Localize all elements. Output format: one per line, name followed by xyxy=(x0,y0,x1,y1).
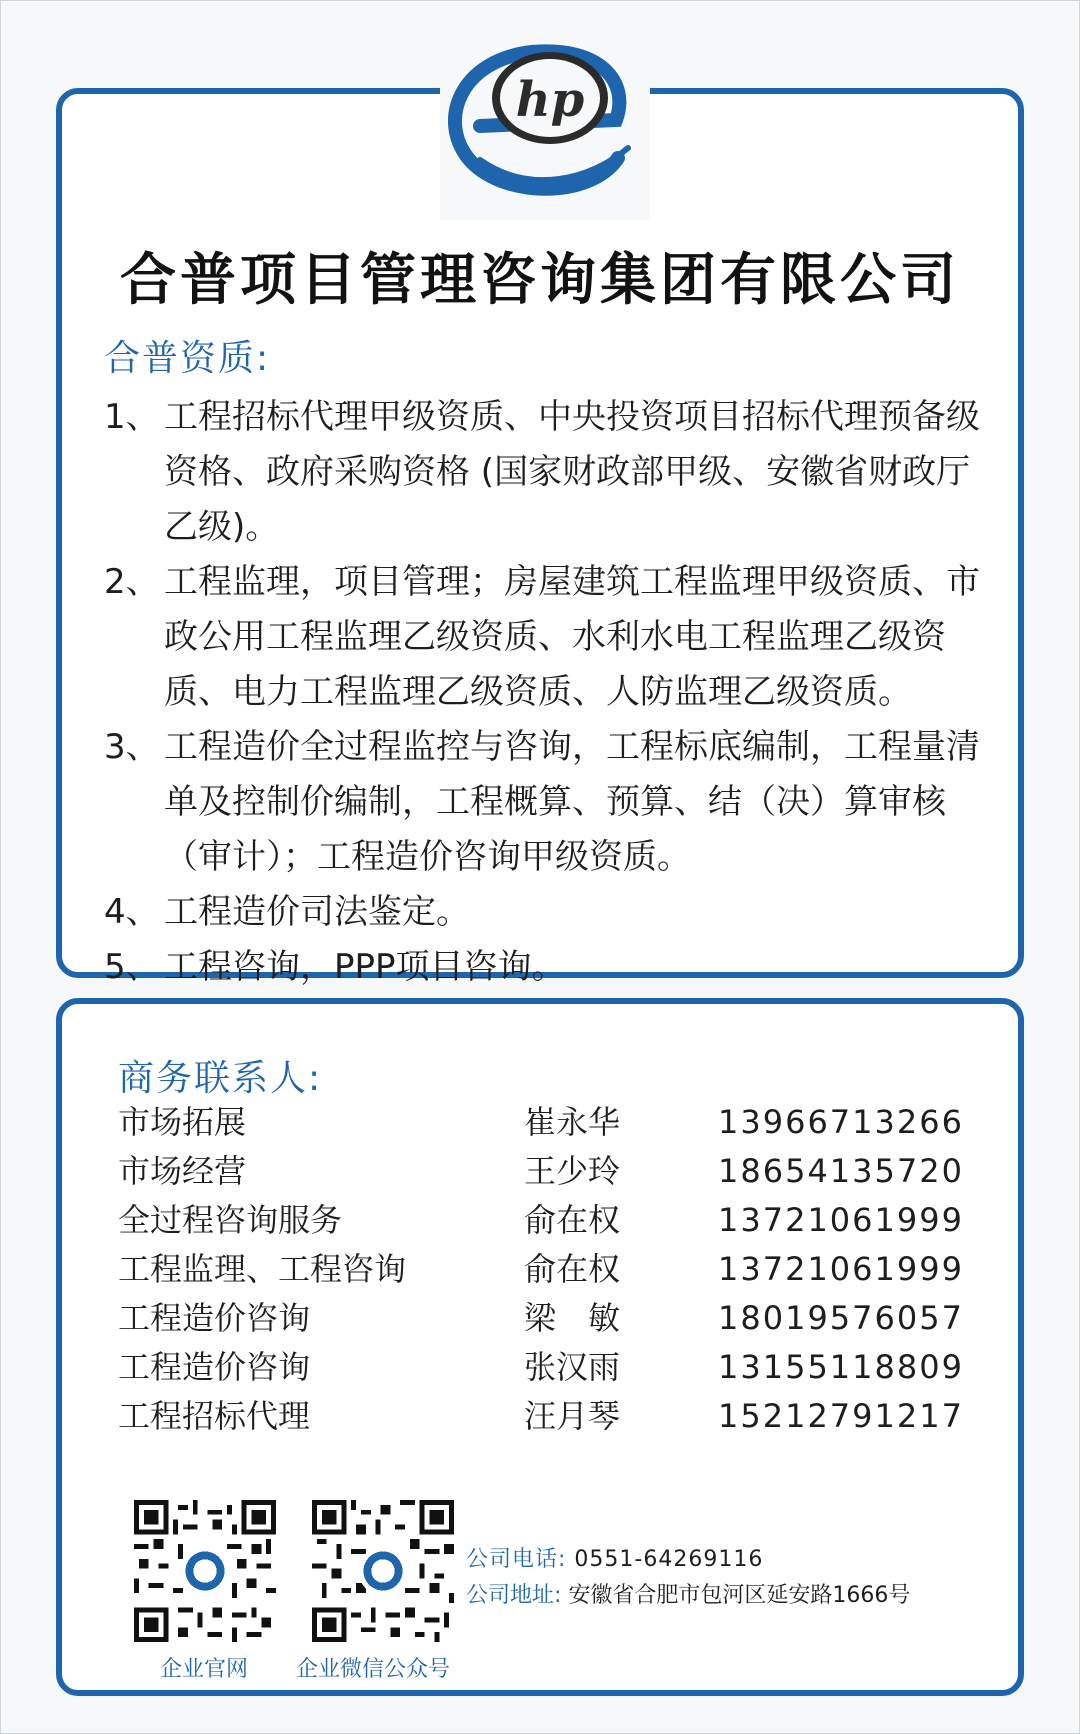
list-item xyxy=(104,390,1004,555)
contact-department: 全过程咨询服务 xyxy=(118,1201,343,1239)
item-text: 工程招标代理甲级资质、中央投资项目招标代理预备级资格、政府采购资格 (国家财政部甲级、安徽省财政厅乙级)。 xyxy=(164,397,980,547)
company-name: 合普项目管理咨询集团有限公司 xyxy=(120,247,960,313)
qualifications-title: 合普资质: xyxy=(104,338,271,379)
contact-name: 崔永华 xyxy=(524,1103,621,1141)
website-qr-label: 企业官网 xyxy=(160,1657,249,1682)
table-row xyxy=(118,1294,978,1343)
item-text: 工程监理，项目管理；房屋建筑工程监理甲级资质、市政公用工程监理乙级资质、水利水电工程监理乙级资质、电力工程监理乙级资质、人防监理乙级资质。 xyxy=(164,562,980,712)
contact-phone[interactable]: 18654135720 xyxy=(718,1152,964,1190)
item-text: 工程造价全过程监控与咨询，工程标底编制，工程量清单及控制价编制，工程概算、预算、结（决）算审核（审计）；工程造价咨询甲级资质。 xyxy=(164,727,980,877)
contact-name: 俞在权 xyxy=(524,1250,621,1288)
phone-value[interactable]: 0551-64269116 xyxy=(574,1547,764,1572)
company-logo xyxy=(440,30,650,220)
contact-department: 工程造价咨询 xyxy=(118,1299,311,1337)
list-item xyxy=(104,555,1004,720)
contact-name: 汪月琴 xyxy=(524,1397,621,1435)
item-number: 1、 xyxy=(104,397,160,437)
item-number: 4、 xyxy=(104,892,160,932)
qr-code-icon xyxy=(134,1500,276,1642)
company-phone xyxy=(466,1542,763,1573)
table-row xyxy=(118,1196,978,1245)
contact-department: 工程造价咨询 xyxy=(118,1348,311,1386)
list-item xyxy=(104,885,1004,940)
contact-name: 张汉雨 xyxy=(524,1348,621,1386)
item-text: 工程造价司法鉴定。 xyxy=(164,892,470,932)
contact-department: 工程招标代理 xyxy=(118,1397,311,1435)
contact-phone[interactable]: 15212791217 xyxy=(718,1397,964,1435)
website-qr-code[interactable] xyxy=(134,1500,276,1642)
table-row xyxy=(118,1392,978,1441)
contact-phone[interactable]: 13155118809 xyxy=(718,1348,964,1386)
wechat-qr-label: 企业微信公众号 xyxy=(296,1657,451,1682)
logo-text: hp xyxy=(515,72,585,128)
hp-logo-icon xyxy=(440,30,650,220)
contact-phone[interactable]: 18019576057 xyxy=(718,1299,964,1337)
contact-phone[interactable]: 13721061999 xyxy=(718,1201,964,1239)
item-number: 5、 xyxy=(104,947,160,987)
wechat-qr-code[interactable] xyxy=(312,1500,454,1642)
list-item xyxy=(104,940,1004,995)
item-text: 工程咨询，PPP项目咨询。 xyxy=(164,947,566,987)
contact-department: 工程监理、工程咨询 xyxy=(118,1250,407,1288)
contact-department: 市场拓展 xyxy=(118,1103,247,1141)
table-row xyxy=(118,1245,978,1294)
list-item xyxy=(104,720,1004,885)
table-row xyxy=(118,1343,978,1392)
qualifications-list xyxy=(104,390,1004,995)
contact-name: 俞在权 xyxy=(524,1201,621,1239)
contact-department: 市场经营 xyxy=(118,1152,247,1190)
phone-label: 公司电话: xyxy=(466,1547,567,1572)
qr-code-icon xyxy=(312,1500,454,1642)
table-row xyxy=(118,1147,978,1196)
address-value: 安徽省合肥市包河区延安路1666号 xyxy=(568,1583,911,1608)
contact-phone[interactable]: 13721061999 xyxy=(718,1250,964,1288)
item-number: 3、 xyxy=(104,727,160,767)
company-address xyxy=(466,1578,910,1609)
contact-name: 梁 敏 xyxy=(524,1299,621,1337)
address-label: 公司地址: xyxy=(466,1583,562,1608)
contacts-title: 商务联系人: xyxy=(118,1058,323,1099)
item-number: 2、 xyxy=(104,562,160,602)
contacts-table xyxy=(118,1098,978,1441)
contact-phone[interactable]: 13966713266 xyxy=(718,1103,964,1141)
table-row xyxy=(118,1098,978,1147)
contact-name: 王少玲 xyxy=(524,1152,621,1190)
